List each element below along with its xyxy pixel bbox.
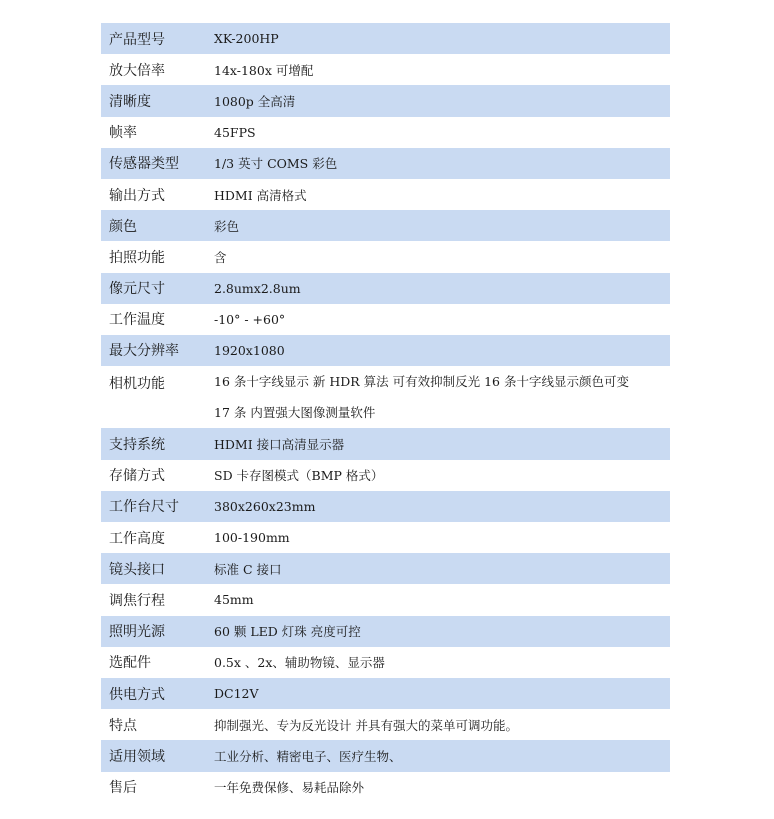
spec-value-line-1: 16 条十字线显示 新 HDR 算法 可有效抑制反光 16 条十字线显示颜色可变 (214, 374, 629, 390)
spec-label: 最大分辨率 (109, 343, 179, 360)
spec-row-max-resolution (101, 335, 670, 366)
spec-label: 产品型号 (109, 31, 165, 48)
spec-row-frame-rate (101, 117, 670, 148)
spec-value: 标准 C 接口 (214, 561, 282, 577)
spec-row-lens-mount (101, 553, 670, 584)
spec-value: 100-190mm (214, 530, 290, 546)
spec-label: 选配件 (109, 655, 151, 672)
spec-value: 14x-180x 可增配 (214, 62, 314, 78)
spec-label: 输出方式 (109, 187, 165, 204)
spec-label: 调焦行程 (109, 592, 165, 609)
spec-value: 1080p 全高清 (214, 93, 296, 109)
spec-label: 帧率 (109, 125, 137, 142)
spec-row-storage (101, 460, 670, 491)
spec-label: 存储方式 (109, 468, 165, 485)
spec-value: 60 颗 LED 灯珠 亮度可控 (214, 624, 361, 640)
spec-value: 工业分析、精密电子、医疗生物、 (214, 748, 402, 764)
spec-row-focus-travel (101, 584, 670, 615)
spec-label: 颜色 (109, 218, 137, 235)
spec-row-features (101, 709, 670, 740)
spec-value: 45FPS (214, 124, 256, 140)
spec-row-output (101, 179, 670, 210)
spec-row-resolution-quality (101, 85, 670, 116)
spec-row-magnification (101, 54, 670, 85)
spec-value: 0.5x 、2x、辅助物镜、显示器 (214, 655, 385, 671)
spec-row-illumination (101, 616, 670, 647)
spec-row-sensor (101, 148, 670, 179)
spec-row-supported-system (101, 428, 670, 459)
spec-label: 拍照功能 (109, 249, 165, 266)
spec-label: 支持系统 (109, 437, 165, 454)
spec-value: HDMI 高清格式 (214, 187, 307, 203)
spec-label: 适用领域 (109, 748, 165, 765)
spec-value: 含 (214, 249, 227, 265)
spec-row-camera-functions (101, 366, 670, 428)
spec-value: 彩色 (214, 218, 240, 234)
spec-value: 1920x1080 (214, 342, 285, 358)
spec-label: 工作台尺寸 (109, 499, 179, 516)
spec-label: 相机功能 (109, 376, 165, 393)
spec-label: 清晰度 (109, 93, 151, 110)
spec-label: 售后 (109, 780, 137, 797)
spec-row-stage-size (101, 491, 670, 522)
spec-value: HDMI 接口高清显示器 (214, 437, 345, 453)
spec-label: 工作温度 (109, 312, 165, 329)
spec-value: 抑制强光、专为反光设计 并具有强大的菜单可调功能。 (214, 717, 518, 733)
spec-value: 1/3 英寸 COMS 彩色 (214, 156, 338, 172)
spec-row-applications (101, 740, 670, 771)
spec-value: XK-200HP (214, 31, 279, 47)
spec-row-model (101, 23, 670, 54)
spec-value: 一年免费保修、易耗品除外 (214, 780, 365, 796)
spec-row-photo (101, 241, 670, 272)
spec-label: 供电方式 (109, 686, 165, 703)
spec-value-line-2: 17 条 内置强大图像测量软件 (214, 405, 376, 421)
spec-label: 传感器类型 (109, 156, 179, 173)
spec-row-pixel-size (101, 273, 670, 304)
spec-label: 工作高度 (109, 530, 165, 547)
spec-row-temperature (101, 304, 670, 335)
spec-row-working-height (101, 522, 670, 553)
spec-label: 镜头接口 (109, 561, 165, 578)
spec-value: DC12V (214, 686, 259, 702)
spec-row-power (101, 678, 670, 709)
spec-value: 45mm (214, 592, 254, 608)
spec-value (208, 366, 670, 428)
spec-table (101, 23, 670, 803)
spec-value: -10° - +60° (214, 311, 286, 327)
spec-value: 380x260x23mm (214, 498, 316, 514)
spec-value: SD 卡存图模式（BMP 格式） (214, 468, 384, 484)
spec-label: 放大倍率 (109, 62, 165, 79)
spec-value: 2.8umx2.8um (214, 280, 301, 296)
spec-label: 照明光源 (109, 624, 165, 641)
spec-label: 像元尺寸 (109, 281, 165, 298)
spec-row-accessories (101, 647, 670, 678)
spec-row-after-sales (101, 772, 670, 803)
spec-row-color (101, 210, 670, 241)
spec-label: 特点 (109, 717, 137, 734)
